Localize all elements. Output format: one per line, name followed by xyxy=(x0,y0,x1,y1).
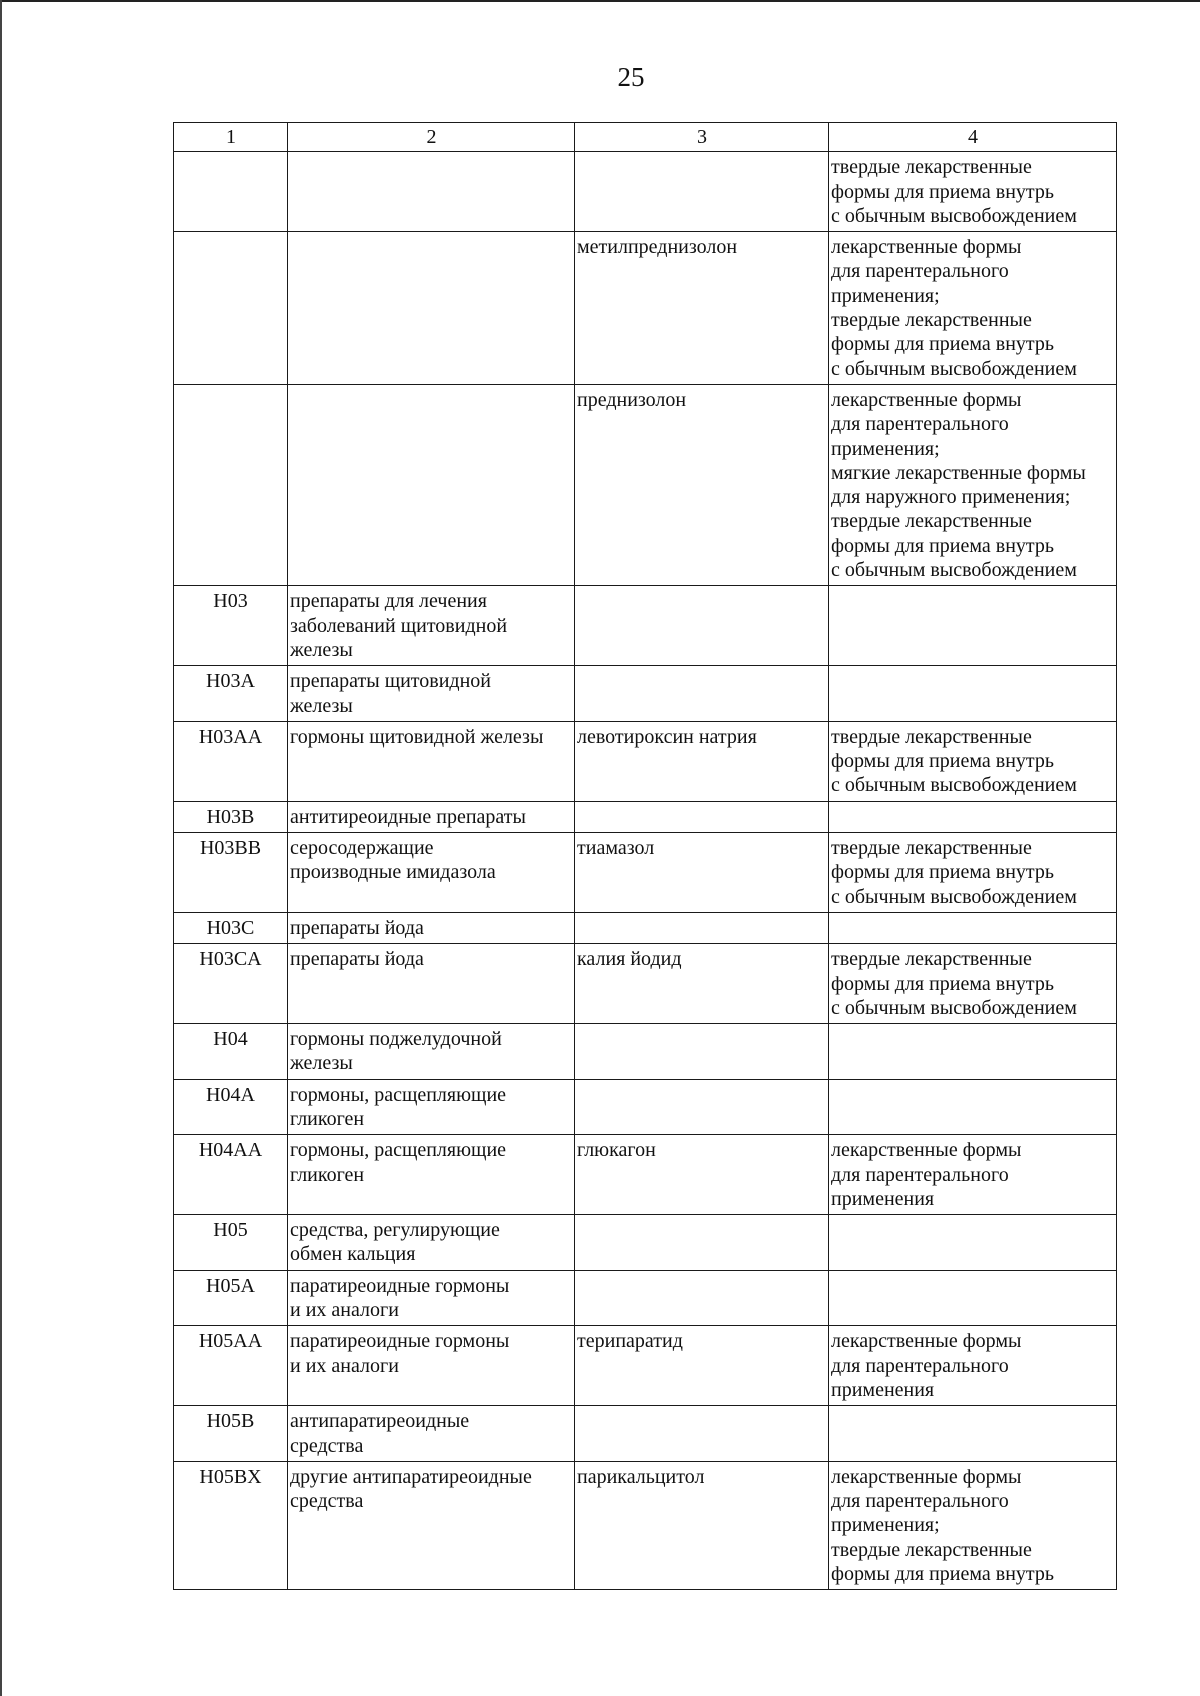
dosage-form-cell: твердые лекарственные формы для приема внутрь с обычным высвобождением xyxy=(829,833,1117,913)
dosage-form-cell: лекарственные формы для парентерального применения xyxy=(829,1326,1117,1406)
table-row xyxy=(174,944,1117,1024)
atc-code-cell: H05A xyxy=(174,1270,288,1326)
group-name-cell: препараты для лечения заболеваний щитовидной железы xyxy=(288,586,575,666)
atc-code-cell: H03B xyxy=(174,801,288,832)
drug-name-cell: калия йодид xyxy=(575,944,829,1024)
atc-code-cell xyxy=(174,152,288,232)
dosage-form-cell xyxy=(829,1406,1117,1462)
group-name-cell xyxy=(288,384,575,585)
drug-name-cell xyxy=(575,586,829,666)
dosage-form-cell: твердые лекарственные формы для приема внутрь с обычным высвобождением xyxy=(829,721,1117,801)
atc-code-cell: H04A xyxy=(174,1079,288,1135)
atc-code-cell: H03BB xyxy=(174,833,288,913)
dosage-form-cell: лекарственные формы для парентерального применения; мягкие лекарственные формы для наружного применения; твердые лекарственные формы для приема внутрь с обычным высвобождением xyxy=(829,384,1117,585)
group-name-cell: гормоны щитовидной железы xyxy=(288,721,575,801)
atc-code-cell: H05 xyxy=(174,1215,288,1271)
atc-code-cell: H05B xyxy=(174,1406,288,1462)
dosage-form-cell xyxy=(829,586,1117,666)
table-row xyxy=(174,801,1117,832)
column-header-4: 4 xyxy=(829,123,1117,152)
group-name-cell: антитиреоидные препараты xyxy=(288,801,575,832)
scan-edge-top xyxy=(0,0,1200,2)
drug-name-cell: тиамазол xyxy=(575,833,829,913)
atc-code-cell: H05BX xyxy=(174,1461,288,1589)
group-name-cell: паратиреоидные гормоны и их аналоги xyxy=(288,1326,575,1406)
atc-code-cell: H03 xyxy=(174,586,288,666)
atc-code-cell: H04AA xyxy=(174,1135,288,1215)
table-row xyxy=(174,1326,1117,1406)
table-row xyxy=(174,666,1117,722)
drug-name-cell: левотироксин натрия xyxy=(575,721,829,801)
drug-name-cell xyxy=(575,152,829,232)
group-name-cell: гормоны, расщепляющие гликоген xyxy=(288,1079,575,1135)
dosage-form-cell xyxy=(829,1024,1117,1080)
drug-name-cell: терипаратид xyxy=(575,1326,829,1406)
table-row xyxy=(174,1135,1117,1215)
column-header-3: 3 xyxy=(575,123,829,152)
drug-name-cell xyxy=(575,1406,829,1462)
drug-name-cell xyxy=(575,1079,829,1135)
dosage-form-cell xyxy=(829,912,1117,943)
table-row xyxy=(174,1215,1117,1271)
dosage-form-cell: лекарственные формы для парентерального применения xyxy=(829,1135,1117,1215)
table-row xyxy=(174,1406,1117,1462)
table-header-row xyxy=(174,123,1117,152)
drug-name-cell: глюкагон xyxy=(575,1135,829,1215)
drug-name-cell xyxy=(575,1024,829,1080)
group-name-cell xyxy=(288,152,575,232)
drug-name-cell xyxy=(575,1215,829,1271)
dosage-form-cell xyxy=(829,1215,1117,1271)
group-name-cell: гормоны поджелудочной железы xyxy=(288,1024,575,1080)
medication-table xyxy=(173,122,1117,1590)
table-row xyxy=(174,1024,1117,1080)
atc-code-cell: H05AA xyxy=(174,1326,288,1406)
group-name-cell: серосодержащие производные имидазола xyxy=(288,833,575,913)
group-name-cell xyxy=(288,232,575,385)
table-row xyxy=(174,1461,1117,1589)
dosage-form-cell xyxy=(829,1079,1117,1135)
table-row xyxy=(174,721,1117,801)
atc-code-cell xyxy=(174,384,288,585)
dosage-form-cell: твердые лекарственные формы для приема внутрь с обычным высвобождением xyxy=(829,944,1117,1024)
column-header-1: 1 xyxy=(174,123,288,152)
drug-name-cell: метилпреднизолон xyxy=(575,232,829,385)
group-name-cell: другие антипаратиреоидные средства xyxy=(288,1461,575,1589)
atc-code-cell xyxy=(174,232,288,385)
drug-name-cell xyxy=(575,912,829,943)
table-row xyxy=(174,586,1117,666)
scan-edge-left xyxy=(0,0,2,1696)
table-row xyxy=(174,1270,1117,1326)
table-row xyxy=(174,384,1117,585)
group-name-cell: средства, регулирующие обмен кальция xyxy=(288,1215,575,1271)
atc-code-cell: H03AA xyxy=(174,721,288,801)
group-name-cell: антипаратиреоидные средства xyxy=(288,1406,575,1462)
page-number: 25 xyxy=(617,62,645,92)
dosage-form-cell: твердые лекарственные формы для приема внутрь с обычным высвобождением xyxy=(829,152,1117,232)
table-body xyxy=(174,152,1117,1590)
table-row xyxy=(174,912,1117,943)
atc-code-cell: H03CA xyxy=(174,944,288,1024)
table-row xyxy=(174,833,1117,913)
dosage-form-cell xyxy=(829,801,1117,832)
atc-code-cell: H03A xyxy=(174,666,288,722)
drug-name-cell: парикальцитол xyxy=(575,1461,829,1589)
dosage-form-cell xyxy=(829,666,1117,722)
atc-code-cell: H04 xyxy=(174,1024,288,1080)
group-name-cell: препараты щитовидной железы xyxy=(288,666,575,722)
column-header-2: 2 xyxy=(288,123,575,152)
drug-name-cell: преднизолон xyxy=(575,384,829,585)
table-row xyxy=(174,152,1117,232)
table-row xyxy=(174,1079,1117,1135)
dosage-form-cell xyxy=(829,1270,1117,1326)
drug-name-cell xyxy=(575,1270,829,1326)
dosage-form-cell: лекарственные формы для парентерального применения; твердые лекарственные формы для приема внутрь с обычным высвобождением xyxy=(829,232,1117,385)
drug-name-cell xyxy=(575,666,829,722)
dosage-form-cell: лекарственные формы для парентерального применения; твердые лекарственные формы для приема внутрь xyxy=(829,1461,1117,1589)
drug-name-cell xyxy=(575,801,829,832)
group-name-cell: препараты йода xyxy=(288,944,575,1024)
atc-code-cell: H03C xyxy=(174,912,288,943)
group-name-cell: препараты йода xyxy=(288,912,575,943)
group-name-cell: гормоны, расщепляющие гликоген xyxy=(288,1135,575,1215)
group-name-cell: паратиреоидные гормоны и их аналоги xyxy=(288,1270,575,1326)
table-row xyxy=(174,232,1117,385)
